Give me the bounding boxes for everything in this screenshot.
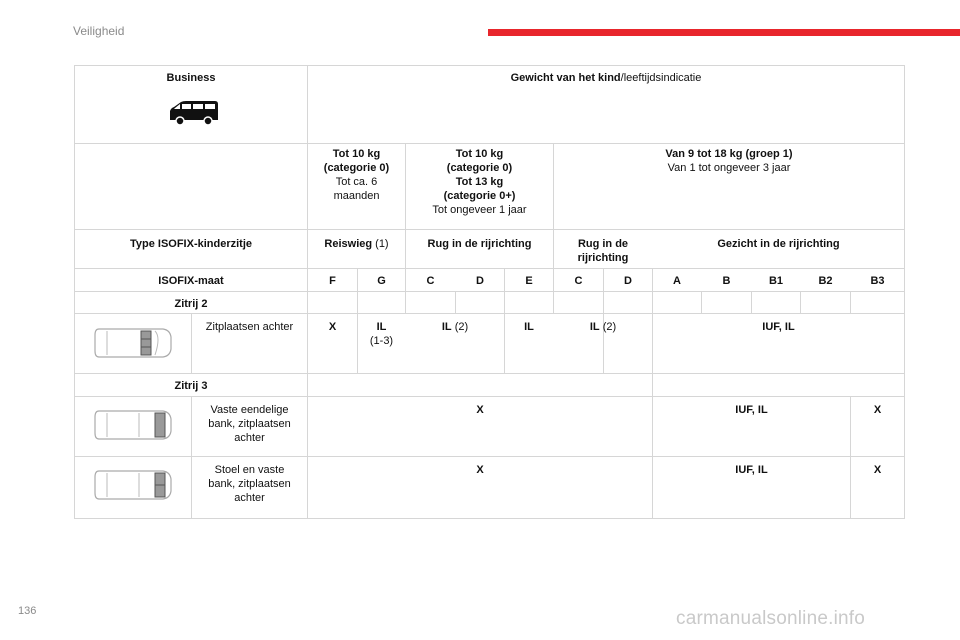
group-category: (categorie 0) [323,162,390,174]
seat-label [192,457,307,505]
section-title: Veiligheid [73,24,125,38]
col-divider [850,291,851,313]
value-cell: X [328,321,337,333]
header-accent-bar [488,29,960,36]
size-cell: A [673,275,681,287]
seat-label-line: Vaste eendelige [210,404,289,416]
type-gezicht: Gezicht in de rijrichting [717,238,840,250]
value-cell [358,314,405,348]
page-number: 136 [18,605,37,617]
size-cell: C [574,275,583,287]
seat-label-line: Stoel en vaste [214,464,285,476]
size-cell: B3 [870,275,885,287]
group-weight: Tot 13 kg [455,176,504,188]
size-cell: G [377,275,386,287]
weight-subtitle: /leeftijdsindicatie [620,72,702,84]
col-divider [701,291,702,313]
value-text: IL [441,321,452,333]
type-rug-2 [554,230,652,265]
value-cell: IUF, IL [735,464,768,476]
value-note: (2) [599,321,617,333]
value-cell: X [476,404,484,416]
type-reiswieg [308,230,405,251]
car-top-view-icon [93,407,173,443]
value-cell [554,314,652,334]
value-cell: IUF, IL [735,404,768,416]
watermark: carmanualsonline.info [676,608,866,629]
size-cell: B1 [768,275,784,287]
row-label-zitrij-2: Zitrij 2 [174,298,208,310]
type-name: Rug in de [577,238,629,250]
size-cell: B2 [818,275,833,287]
group-age: Van 1 tot ongeveer 3 jaar [667,162,791,174]
group-age: Tot ca. 6 [335,176,378,188]
group-weight: Tot 10 kg [455,148,504,160]
size-cell: F [329,275,336,287]
vehicle-label: Business [166,72,216,84]
value-cell: X [476,464,484,476]
isofix-table [74,65,905,519]
group-age: Tot ongeveer 1 jaar [432,204,527,216]
seat-label: Zitplaatsen achter [205,321,294,333]
col-divider [800,291,801,313]
van-icon [168,99,220,127]
value-cell: X [873,404,882,416]
seat-label-line: bank, zitplaatsen [208,418,291,430]
weight-title: Gewicht van het kind [510,72,621,84]
size-label: ISOFIX-maat [158,275,224,287]
seat-label-line: bank, zitplaatsen [208,478,291,490]
value-text: IL [589,321,600,333]
type-note: (1) [372,238,389,250]
size-cell: D [624,275,632,287]
seat-label [192,397,307,445]
type-name: rijrichting [577,252,629,264]
value-cell [406,314,504,334]
group-category: (categorie 0) [446,162,513,174]
value-cell: IUF, IL [762,321,795,333]
seat-label-line: achter [234,432,265,444]
row-label-zitrij-3: Zitrij 3 [174,380,208,392]
size-cell: C [426,275,435,287]
size-cell: B [722,275,731,287]
type-name: Reiswieg [324,238,373,250]
value-note: (2) [451,321,469,333]
seat-label-line: achter [234,492,265,504]
value-note: (1-3) [369,335,394,347]
group-category: (categorie 0+) [443,190,516,202]
group-0-b [406,144,553,217]
size-cell: E [525,275,533,287]
group-weight: Van 9 tot 18 kg (groep 1) [665,148,793,160]
value-cell: X [873,464,882,476]
group-1 [554,144,904,175]
col-divider [455,291,456,313]
car-top-view-icon [93,325,173,361]
value-cell: IL [524,321,534,333]
group-0-a [308,144,405,203]
value-text: IL [376,321,387,333]
weight-header [308,66,904,85]
type-rug: Rug in de rijrichting [427,238,532,250]
group-age: maanden [333,190,380,202]
group-weight: Tot 10 kg [332,148,381,160]
car-top-view-icon [93,467,173,503]
type-label: Type ISOFIX-kinderzitje [129,238,253,250]
col-divider [751,291,752,313]
col-divider [307,66,308,518]
size-cell: D [476,275,484,287]
